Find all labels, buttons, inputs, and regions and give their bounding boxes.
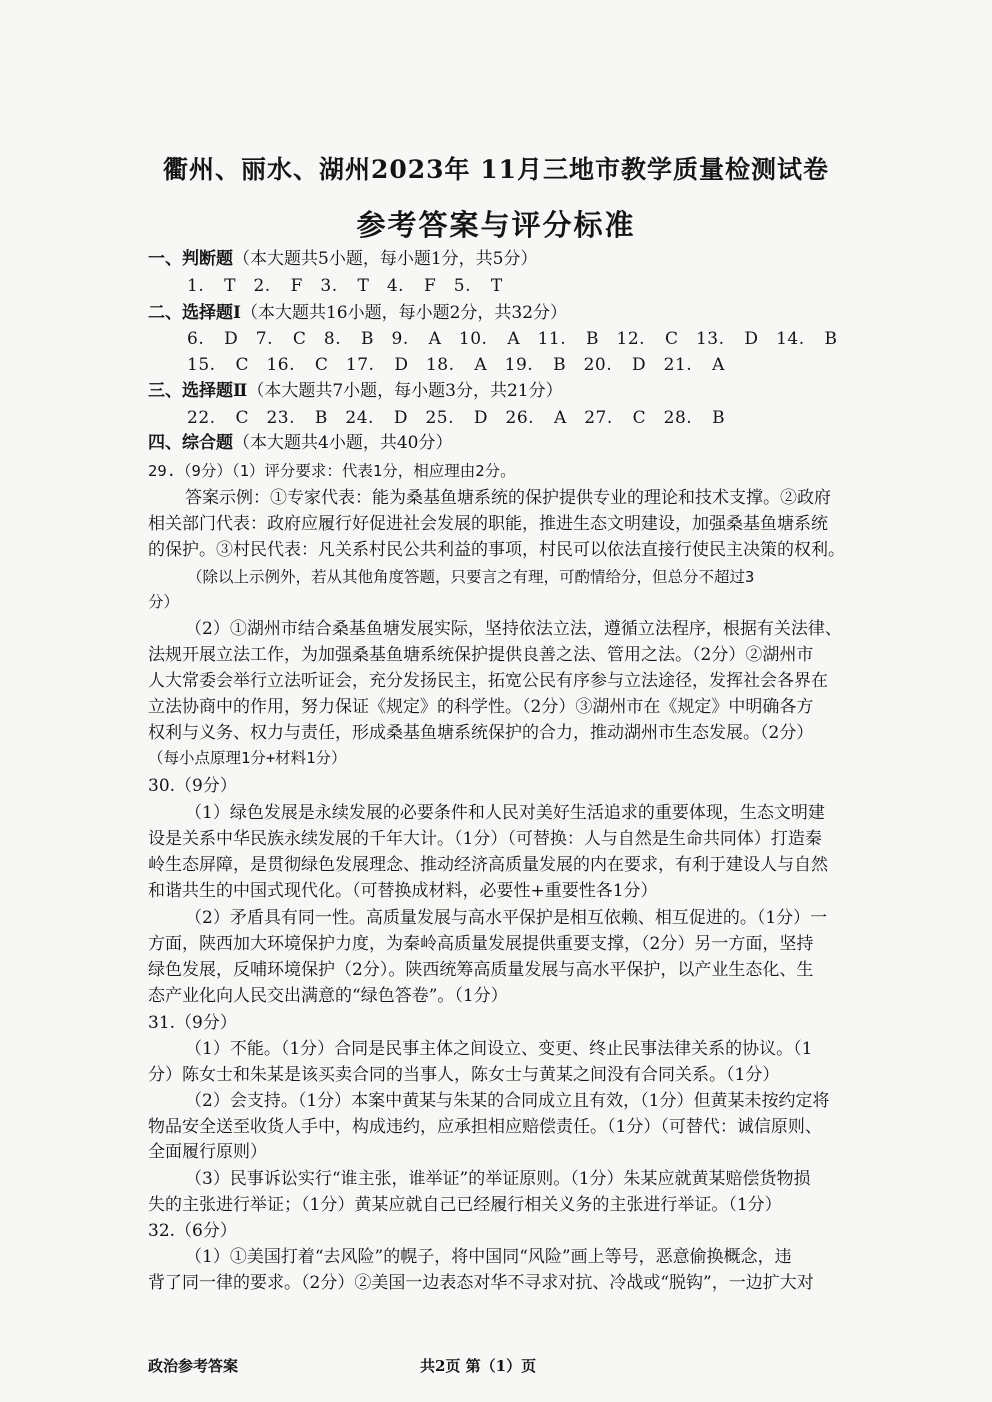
text-line: 物品安全送至收货人手中，构成违约，应承担相应赔偿责任。（1分）（可替代：诚信原则、 bbox=[148, 1117, 822, 1137]
text-line: （1）不能。（1分）合同是民事主体之间设立、变更、终止民事法律关系的协议。（1 bbox=[185, 1039, 813, 1059]
q31-heading: 31.（9分） bbox=[148, 1013, 237, 1033]
section-4-heading bbox=[148, 431, 452, 455]
text-line: （2）会支持。（1分）本案中黄某与朱某的合同成立且有效，（1分）但黄某未按约定将 bbox=[185, 1091, 830, 1111]
section-note: （本大题共7小题，每小题3分，共21分） bbox=[247, 381, 563, 401]
section-title: 三、选择题Ⅱ bbox=[148, 381, 248, 401]
text-line: 相关部门代表：政府应履行好促进社会发展的职能，推进生态文明建设，加强桑基鱼塘系统 bbox=[148, 514, 828, 534]
footer-subject: 政治参考答案 bbox=[148, 1357, 239, 1375]
section-2-answers-row2: 15. C 16. C 17. D 18. A 19. B 20. D 21. A bbox=[187, 355, 725, 375]
section-title: 一、判断题 bbox=[148, 249, 233, 269]
section-note: （本大题共5小题，每小题1分，共5分） bbox=[233, 249, 538, 269]
text-line: 分）陈女士和朱某是该买卖合同的当事人，陈女士与黄某之间没有合同关系。（1分） bbox=[148, 1065, 780, 1085]
text-line: 的保护。③村民代表：凡关系村民公共利益的事项，村民可以依法直接行使民主决策的权利。 bbox=[148, 540, 845, 560]
text-line: （2）①湖州市结合桑基鱼塘发展实际，坚持依法立法，遵循立法程序，根据有关法律、 bbox=[185, 619, 842, 639]
text-line: （3）民事诉讼实行“谁主张，谁举证”的举证原则。（1分）朱某应就黄某赔偿货物损 bbox=[185, 1169, 811, 1189]
text-line: 岭生态屏障，是贯彻绿色发展理念、推动经济高质量发展的内在要求，有利于建设人与自然 bbox=[148, 855, 828, 875]
text-line: 分） bbox=[148, 593, 180, 611]
text-line: 失的主张进行举证；（1分）黄某应就自己已经履行相关义务的主张进行举证。（1分） bbox=[148, 1195, 782, 1215]
section-1-heading bbox=[148, 247, 537, 271]
text-line: 和谐共生的中国式现代化。（可替换成材料，必要性+重要性各1分） bbox=[148, 881, 658, 901]
text-line: （除以上示例外，若从其他角度答题，只要言之有理，可酌情给分，但总分不超过3 bbox=[187, 568, 755, 586]
section-3-heading bbox=[148, 379, 563, 403]
text-line: 答案示例：①专家代表：能为桑基鱼塘系统的保护提供专业的理论和技术支撑。②政府 bbox=[185, 488, 831, 508]
q29-heading: 29.（9分）（1）评分要求：代表1分，相应理由2分。 bbox=[148, 462, 516, 480]
section-note: （本大题共16小题，每小题2分，共32分） bbox=[240, 303, 568, 323]
q32-heading: 32.（6分） bbox=[148, 1221, 237, 1241]
text-line: 权利与义务、权力与责任，形成桑基鱼塘系统保护的合力，推动湖州市生态发展。（2分） bbox=[148, 723, 814, 743]
section-2-heading bbox=[148, 301, 567, 325]
text-line: 法规开展立法工作，为加强桑基鱼塘系统保护提供良善之法、管用之法。（2分）②湖州市 bbox=[148, 645, 814, 665]
text-line: （每小点原理1分+材料1分） bbox=[148, 749, 347, 767]
text-line: （1）①美国打着“去风险”的幌子，将中国同“风险”画上等号，恶意偷换概念，违 bbox=[185, 1247, 792, 1267]
section-title: 二、选择题Ⅰ bbox=[148, 303, 241, 323]
text-line: 方面，陕西加大环境保护力度，为秦岭高质量发展提供重要支撑，（2分）另一方面，坚持 bbox=[148, 934, 814, 954]
text-line: 人大常委会举行立法听证会，充分发扬民主，拓宽公民有序参与立法途径，发挥社会各界在 bbox=[148, 671, 828, 691]
text-line: 背了同一律的要求。（2分）②美国一边表态对华不寻求对抗、冷战或“脱钩”，一边扩大对 bbox=[148, 1273, 814, 1293]
text-line: 绿色发展，反哺环境保护（2分）。陕西统筹高质量发展与高水平保护，以产业生态化、生 bbox=[148, 960, 814, 980]
text-line: 立法协商中的作用，努力保证《规定》的科学性。（2分）③湖州市在《规定》中明确各方 bbox=[148, 697, 814, 717]
text-line: 设是关系中华民族永续发展的千年大计。（1分）（可替换：人与自然是生命共同体）打造秦 bbox=[148, 829, 822, 849]
section-title: 四、综合题 bbox=[148, 433, 233, 453]
section-note: （本大题共4小题，共40分） bbox=[233, 433, 453, 453]
page-title: 衢州、丽水、湖州2023年 11月三地市教学质量检测试卷 bbox=[162, 155, 830, 184]
section-2-answers-row1: 6. D 7. C 8. B 9. A 10. A 11. B 12. C 13. D 14. B bbox=[187, 329, 838, 349]
text-line: （1）绿色发展是永续发展的必要条件和人民对美好生活追求的重要体现，生态文明建 bbox=[185, 803, 825, 823]
text-line: （2）矛盾具有同一性。高质量发展与高水平保护是相互依赖、相互促进的。（1分）一 bbox=[185, 908, 828, 928]
section-3-answers: 22. C 23. B 24. D 25. D 26. A 27. C 28. B bbox=[187, 408, 726, 428]
page-subtitle: 参考答案与评分标准 bbox=[356, 208, 636, 242]
footer-page-number: 共2页 第（1）页 bbox=[420, 1357, 537, 1375]
text-line: 全面履行原则） bbox=[148, 1142, 267, 1162]
q30-heading: 30.（9分） bbox=[148, 776, 237, 796]
text-line: 态产业化向人民交出满意的“绿色答卷”。（1分） bbox=[148, 986, 508, 1006]
section-1-answers: 1. T 2. F 3. T 4. F 5. T bbox=[187, 276, 503, 296]
